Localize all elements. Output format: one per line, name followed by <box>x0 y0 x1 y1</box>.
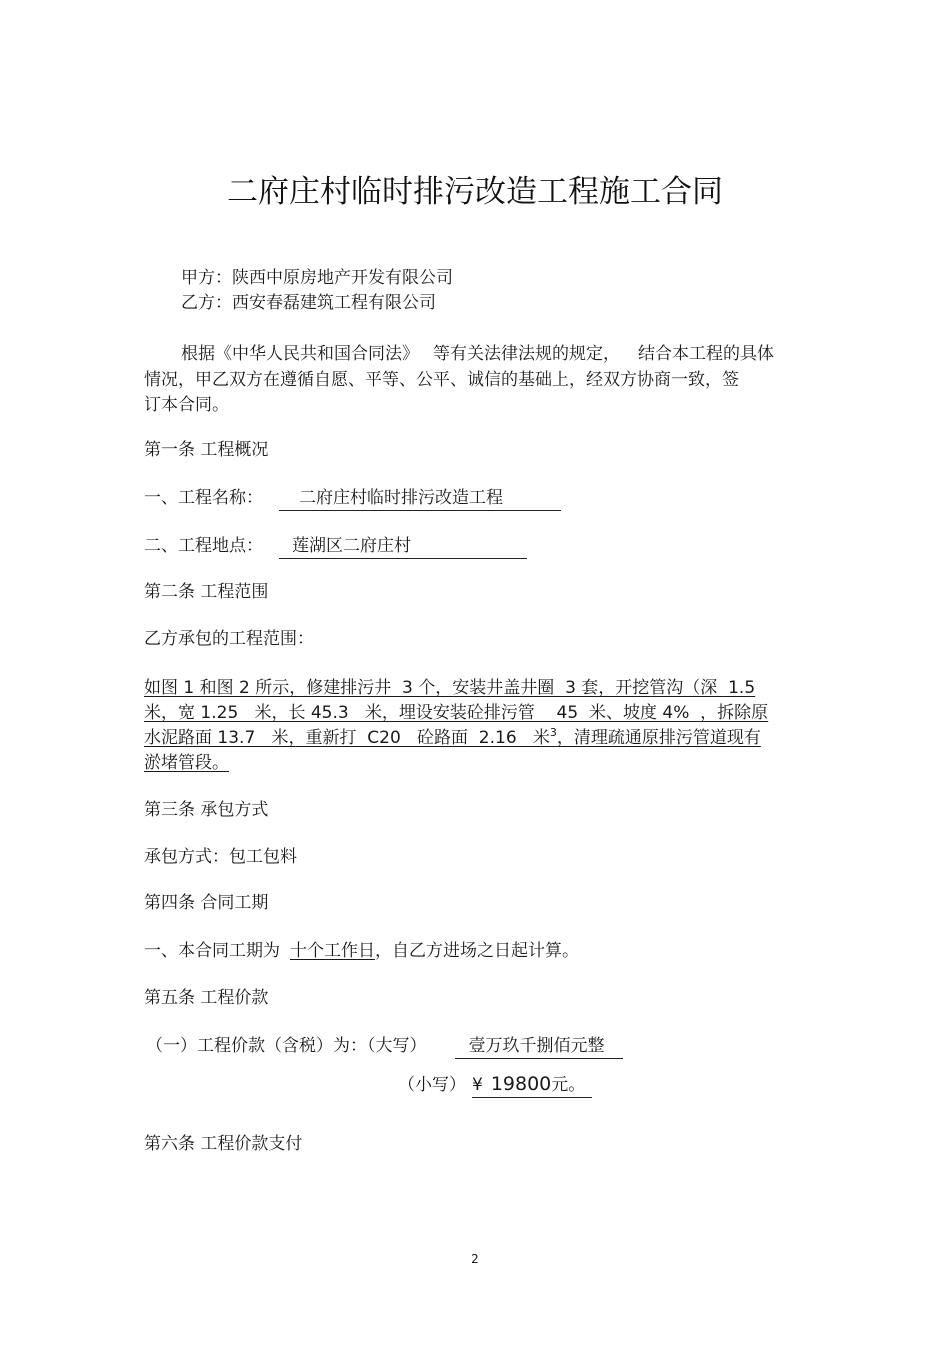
duration-row <box>144 940 579 962</box>
project-name-row <box>144 487 561 511</box>
page-number: 2 <box>471 1252 479 1266</box>
contract-method: 承包方式：包工包料 <box>144 847 297 867</box>
intro-line-1b: 等有关法律法规的规定， <box>433 344 620 364</box>
intro-line-1c: 结合本工程的具体 <box>638 344 774 364</box>
price-label: （一）工程价款（含税）为：（大写） <box>146 1036 427 1056</box>
article-4-heading: 第四条 合同工期 <box>144 893 269 913</box>
scope-line-4: 淤堵管段。 <box>144 753 229 773</box>
price-small-value-wrap <box>472 1073 592 1098</box>
project-site-row <box>144 535 527 559</box>
duration-suffix: ，自乙方进场之日起计算。 <box>375 941 579 961</box>
price-small-label: （小写） <box>398 1075 466 1095</box>
scope-line-1: 如图 1 和图 2 所示，修建排污井 3 个，安装井盖井圈 3 套，开挖管沟（深 1.5 <box>144 678 756 698</box>
contract-title: 二府庄村临时排污改造工程施工合同 <box>227 174 723 210</box>
price-upper-row <box>146 1035 623 1059</box>
project-name-label: 一、工程名称： <box>144 488 263 508</box>
scope-intro: 乙方承包的工程范围： <box>144 629 314 649</box>
currency-symbol: ¥ <box>472 1075 483 1095</box>
intro-line-3: 订本合同。 <box>144 395 229 415</box>
price-upper-value: 壹万玖千捌佰元整 <box>455 1035 623 1059</box>
party-b: 乙方：西安春磊建筑工程有限公司 <box>181 293 436 313</box>
price-small-unit: 元。 <box>551 1075 586 1095</box>
party-a: 甲方：陕西中原房地产开发有限公司 <box>181 268 453 288</box>
article-1-heading: 第一条 工程概况 <box>144 440 269 460</box>
scope-line-3a: 水泥路面 13.7 米，重新打 C20 砼路面 2.16 米 <box>144 728 550 748</box>
project-site-label: 二、工程地点： <box>144 536 263 556</box>
price-small-value: 19800 <box>490 1073 552 1095</box>
scope-line-3b: ，清理疏通原排污管道现有 <box>556 728 761 748</box>
article-5-heading: 第五条 工程价款 <box>144 988 269 1008</box>
scope-line-2: 米，宽 1.25 米，长 45.3 米，埋设安装砼排污管 45 米、坡度 4% ，拆除原 <box>144 703 769 723</box>
article-3-heading: 第三条 承包方式 <box>144 800 269 820</box>
project-name-value: 二府庄村临时排污改造工程 <box>279 487 561 511</box>
scope-line-3 <box>144 727 761 749</box>
intro-line-1a: 根据《中华人民共和国合同法》 <box>181 344 419 364</box>
cubic-superscript: 3 <box>549 726 557 739</box>
duration-value: 十个工作日 <box>290 941 375 961</box>
duration-prefix: 一、本合同工期为 <box>144 941 280 961</box>
intro-line-2: 情况，甲乙双方在遵循自愿、平等、公平、诚信的基础上，经双方协商一致，签 <box>144 370 739 390</box>
intro-line-1 <box>181 343 774 365</box>
article-6-heading: 第六条 工程价款支付 <box>144 1134 303 1154</box>
article-2-heading: 第二条 工程范围 <box>144 582 269 602</box>
project-site-value: 莲湖区二府庄村 <box>279 535 527 559</box>
price-small-row <box>398 1073 592 1098</box>
